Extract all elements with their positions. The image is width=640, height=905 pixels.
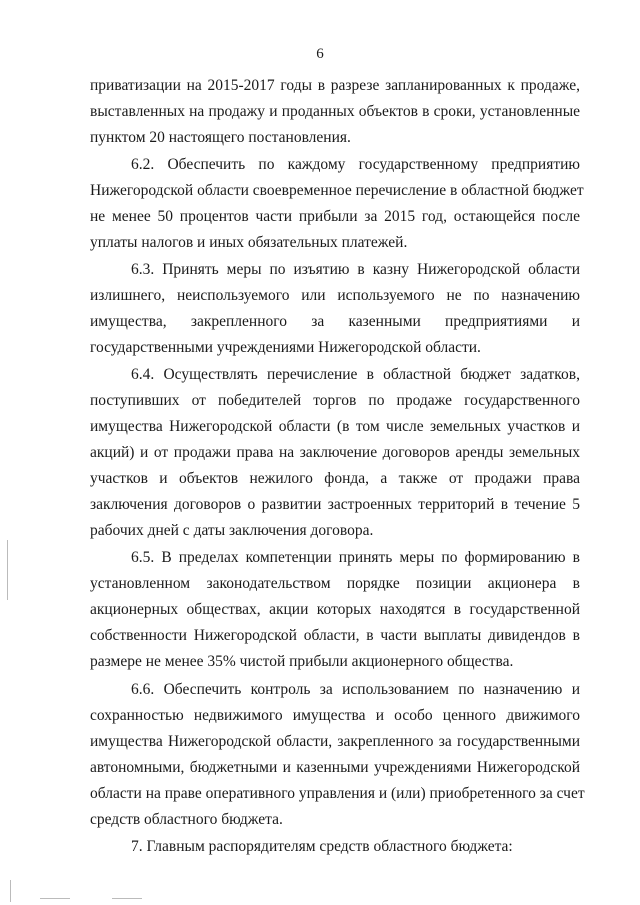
text-line: не менее 50 процентов части прибыли за 2015 год, остающейся после <box>90 208 580 225</box>
text-line: поступивших от победителей торгов по продаже государственного <box>90 392 580 409</box>
scan-artifact <box>40 898 70 899</box>
scan-artifact <box>112 898 142 899</box>
text-line: автономными, бюджетными и казенными учреждениями Нижегородской <box>90 759 580 776</box>
paragraph-6-3-start: 6.3. Принять меры по изъятию в казну Нижегородской области <box>131 261 580 278</box>
text-line: Нижегородской области своевременное перечисление в областной бюджет <box>90 182 584 199</box>
page-number: 6 <box>316 46 324 62</box>
text-line: акционерных обществах, акции которых находятся в государственной <box>90 601 580 618</box>
text-line: размере не менее 35% чистой прибыли акционерного общества. <box>90 653 514 670</box>
text-line: заключения договоров о развитии застроенных территорий в течение 5 <box>90 496 580 513</box>
text-line: сохранностью недвижимого имущества и особо ценного движимого <box>90 707 580 724</box>
text-line: излишнего, неиспользуемого или используемого не по назначению <box>90 287 580 304</box>
paragraph-6-4-start: 6.4. Осуществлять перечисление в областной бюджет задатков, <box>131 366 580 383</box>
text-line: имущества Нижегородской области, закрепленного за государственными <box>90 733 580 750</box>
text-line: выставленных на продажу и проданных объектов в сроки, установленные <box>90 103 580 120</box>
paragraph-6-2-start: 6.2. Обеспечить по каждому государственному предприятию <box>131 156 580 173</box>
text-line: пунктом 20 настоящего постановления. <box>90 129 351 146</box>
paragraph-6-5-start: 6.5. В пределах компетенции принять меры по формированию в <box>131 549 580 566</box>
text-line: государственными учреждениями Нижегородской области. <box>90 339 481 356</box>
text-line: области на праве оперативного управления и (или) приобретенного за счет <box>90 785 585 802</box>
text-line: участков и объектов нежилого фонда, а также от продажи права <box>90 470 580 487</box>
paragraph-6-6-start: 6.6. Обеспечить контроль за использованием по назначению и <box>131 681 580 698</box>
text-line: установленном законодательством порядке позиции акционера в <box>90 575 580 592</box>
paragraph-7-start: 7. Главным распорядителям средств областного бюджета: <box>131 838 513 855</box>
scan-artifact <box>10 880 11 902</box>
text-line: приватизации на 2015-2017 годы в разрезе запланированных к продаже, <box>90 77 580 94</box>
text-line: рабочих дней с даты заключения договора. <box>90 522 374 539</box>
text-line: имущества, закрепленного за казенными предприятиями и <box>90 313 580 330</box>
text-line: уплаты налогов и иных обязательных платежей. <box>90 234 408 251</box>
text-line: собственности Нижегородской области, в части выплаты дивидендов в <box>90 627 580 644</box>
scan-artifact <box>7 540 8 600</box>
text-line: акций) и от продажи права на заключение договоров аренды земельных <box>90 444 580 461</box>
text-line: имущества Нижегородской области (в том числе земельных участков и <box>90 418 580 435</box>
text-line: средств областного бюджета. <box>90 811 283 828</box>
